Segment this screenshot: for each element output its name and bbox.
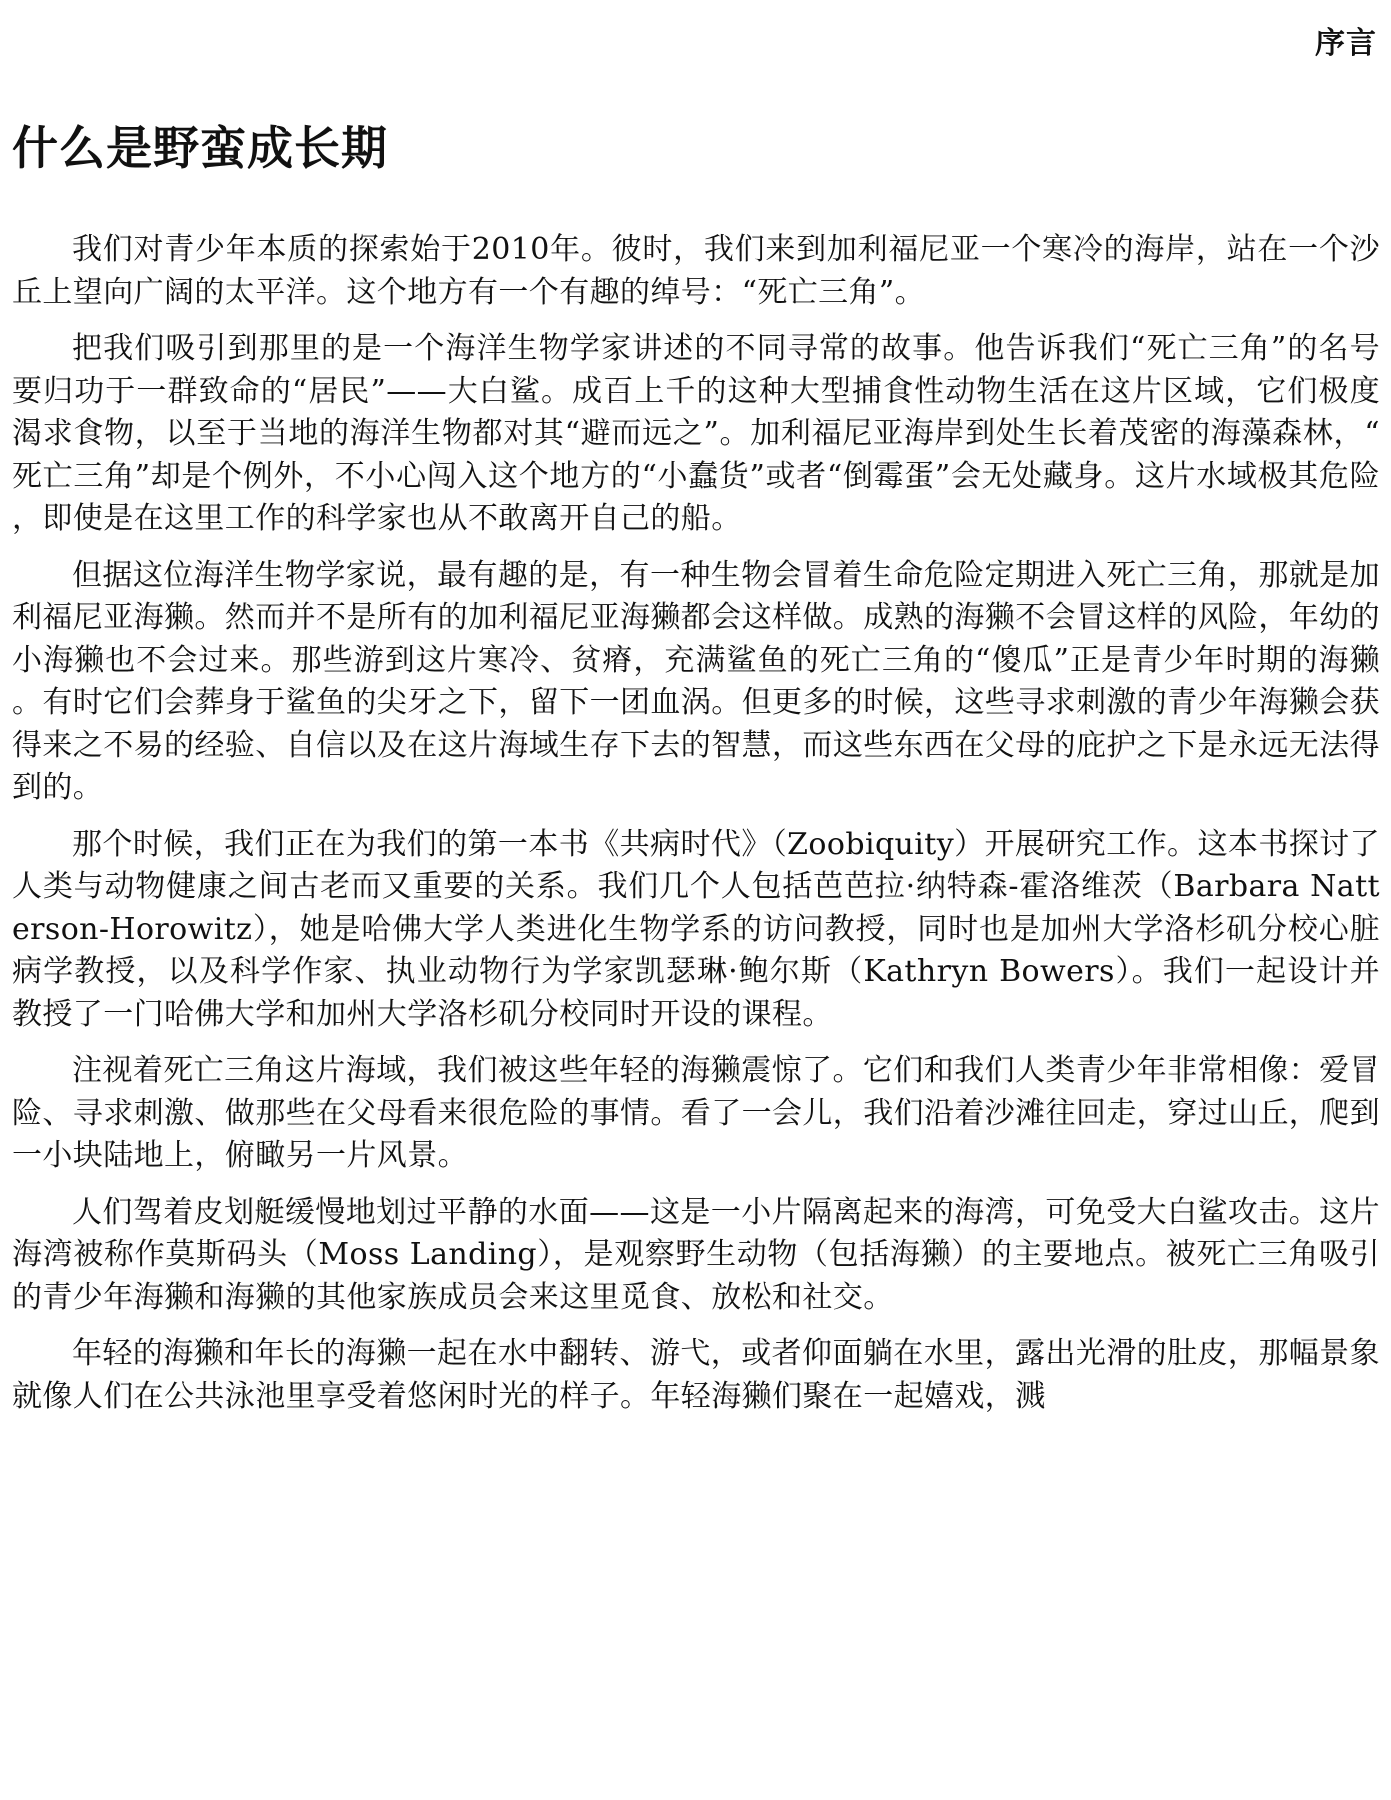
chapter-title: 什么是野蛮成长期: [12, 121, 388, 175]
paragraph: 人们驾着皮划艇缓慢地划过平静的水面——这是一小片隔离起来的海湾，可免受大白鲨攻击。这片海湾被称作莫斯码头（Moss Landing），是观察野生动物（包括海獭）的主要地点。被死亡三角吸引的青少年海獭和海獭的其他家族成员会来这里觅食、放松和社交。: [12, 1194, 1380, 1315]
paragraph: 那个时候，我们正在为我们的第一本书《共病时代》（Zoobiquity）开展研究工作。这本书探讨了人类与动物健康之间古老而又重要的关系。我们几个人包括芭芭拉·纳特森-霍洛维茨（Barbara Natterson-Horowitz），她是哈佛大学人类进化生物学系的访问教授，同时也是加州大学洛杉矶分校心脏病学教授，以及科学作家、执业动物行为学家凯瑟琳·鲍尔斯（Kathryn Bowers）。我们一起设计并教授了一门哈佛大学和加州大学洛杉矶分校同时开设的课程。: [12, 826, 1380, 1032]
running-head: 序言: [1315, 26, 1377, 61]
paragraph: 但据这位海洋生物学家说，最有趣的是，有一种生物会冒着生命危险定期进入死亡三角，那就是加利福尼亚海獭。然而并不是所有的加利福尼亚海獭都会这样做。成熟的海獭不会冒这样的风险，年幼的小海獭也不会过来。那些游到这片寒冷、贫瘠，充满鲨鱼的死亡三角的“傻瓜”正是青少年时期的海獭。有时它们会葬身于鲨鱼的尖牙之下，留下一团血涡。但更多的时候，这些寻求刺激的青少年海獭会获得来之不易的经验、自信以及在这片海域生存下去的智慧，而这些东西在父母的庇护之下是永远无法得到的。: [12, 557, 1380, 805]
paragraph: 年轻的海獭和年长的海獭一起在水中翻转、游弋，或者仰面躺在水里，露出光滑的肚皮，那幅景象就像人们在公共泳池里享受着悠闲时光的样子。年轻海獭们聚在一起嬉戏，溅: [12, 1336, 1380, 1414]
body-text: [12, 229, 1380, 1432]
paragraph: 注视着死亡三角这片海域，我们被这些年轻的海獭震惊了。它们和我们人类青少年非常相像：爱冒险、寻求刺激、做那些在父母看来很危险的事情。看了一会儿，我们沿着沙滩往回走，穿过山丘，爬到一小块陆地上，俯瞰另一片风景。: [12, 1053, 1380, 1173]
paragraph: 我们对青少年本质的探索始于2010年。彼时，我们来到加利福尼亚一个寒冷的海岸，站在一个沙丘上望向广阔的太平洋。这个地方有一个有趣的绰号：“死亡三角”。: [12, 232, 1380, 310]
paragraph: 把我们吸引到那里的是一个海洋生物学家讲述的不同寻常的故事。他告诉我们“死亡三角”的名号要归功于一群致命的“居民”——大白鲨。成百上千的这种大型捕食性动物生活在这片区域，它们极度渴求食物，以至于当地的海洋生物都对其“避而远之”。加利福尼亚海岸到处生长着茂密的海藻森林，“死亡三角”却是个例外，不小心闯入这个地方的“小蠢货”或者“倒霉蛋”会无处藏身。这片水域极其危险，即使是在这里工作的科学家也从不敢离开自己的船。: [12, 331, 1380, 536]
